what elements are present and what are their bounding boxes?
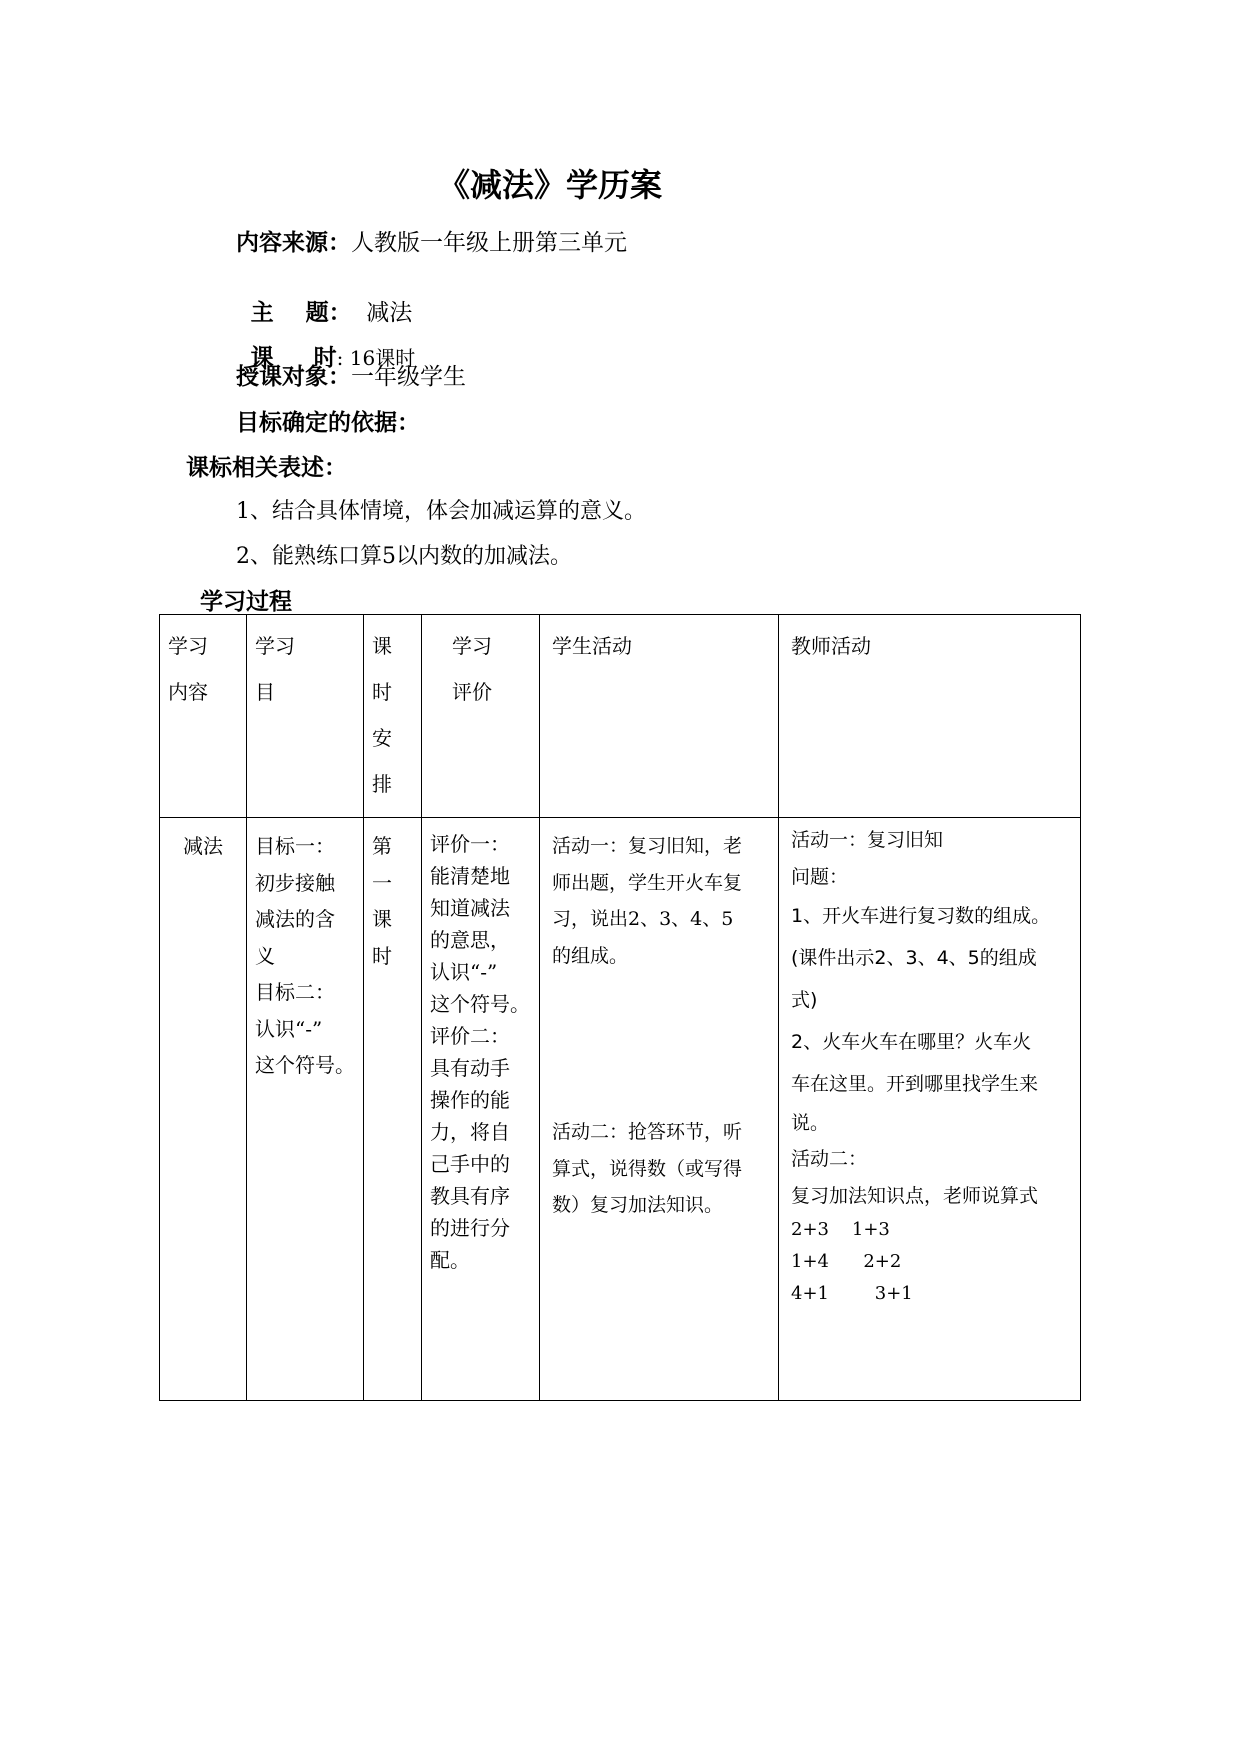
- meta-basis-label: 目标确定的依据：: [236, 410, 420, 436]
- row-teacher-line: 车在这里。开到哪里找学生来: [791, 1073, 1039, 1095]
- row-teacher-line: 2+3 1+3: [791, 1219, 890, 1240]
- header-teacher: [779, 615, 1081, 818]
- row-teacher-line: 说。: [791, 1112, 830, 1134]
- table-header-row: [160, 615, 1081, 818]
- header-goal-line: 目: [255, 680, 275, 704]
- row-eval-line: 评价二：: [430, 1024, 510, 1048]
- document-title: 《减法》学历案: [437, 166, 662, 204]
- header-time-line: 课: [372, 634, 392, 658]
- meta-audience-value: 一年级学生: [351, 364, 466, 390]
- row-goal-line: 目标二：: [255, 980, 335, 1004]
- header-student-line: 学生活动: [552, 634, 632, 658]
- header-goal: [247, 615, 364, 818]
- header-content-line: 学习: [168, 634, 208, 658]
- header-content-line: 内容: [168, 680, 208, 704]
- row-time-line: 时: [372, 943, 392, 968]
- meta-period-value: : 16课时: [336, 346, 416, 370]
- row-teacher-line: 4+1 3+1: [791, 1283, 913, 1304]
- row-student-line: 的组成。: [552, 944, 629, 967]
- meta-source-label: 内容来源：: [236, 230, 351, 256]
- row-teacher-line: (课件出示2、3、4、5的组成: [791, 947, 1037, 969]
- row-student-line: 师出题，学生开火车复: [552, 871, 743, 894]
- meta-source-value: 人教版一年级上册第三单元: [351, 230, 627, 256]
- row-teacher: [779, 818, 1081, 1401]
- row-eval-line: 知道减法: [430, 896, 510, 920]
- row-teacher-line: 1+4 2+2: [791, 1251, 902, 1272]
- row-goal-line: 义: [255, 943, 275, 968]
- row-student-line: 算式，说得数（或写得: [552, 1157, 743, 1180]
- row-student-line: 数）复习加法知识。: [552, 1194, 724, 1216]
- row-eval-line: 力，将自: [430, 1120, 510, 1144]
- row-eval-line: 的意思，: [430, 928, 510, 952]
- process-heading: 学习过程: [200, 589, 292, 615]
- row-goal: [247, 818, 364, 1401]
- row-goal-line: 减法的含: [255, 907, 335, 931]
- row-eval-line: 评价一：: [430, 832, 510, 856]
- row-eval-line: 这个符号。: [430, 992, 530, 1016]
- header-teacher-line: 教师活动: [791, 634, 871, 658]
- row-time-line: 一: [372, 870, 392, 895]
- row-student-line: 习，说出2、3、4、5: [552, 908, 734, 930]
- header-eval-line: 评价: [452, 680, 492, 704]
- header-student: [540, 615, 779, 818]
- row-teacher-line: 复习加法知识点，老师说算式: [791, 1184, 1039, 1207]
- row-eval-line: 教具有序: [430, 1184, 510, 1208]
- header-time-line: 时: [372, 680, 392, 704]
- standards-heading: 课标相关表述：: [186, 455, 347, 481]
- row-teacher-line: 1、开火车进行复习数的组成。: [791, 905, 1051, 927]
- header-time: [364, 615, 422, 818]
- row-student-line: 活动一：复习旧知，老: [552, 835, 743, 857]
- row-student: [540, 818, 779, 1401]
- row-student-spacer: [552, 974, 770, 1114]
- meta-topic-value: 减法: [351, 300, 413, 326]
- standard-item-2: 2、能熟练口算5以内数的加减法。: [236, 544, 572, 569]
- row-goal-line: 初步接触: [255, 870, 335, 895]
- row-eval-line: 的进行分: [430, 1216, 510, 1240]
- header-time-line: 排: [372, 772, 392, 796]
- row-eval-line: 认识“-”: [430, 960, 498, 984]
- header-eval: [422, 615, 540, 818]
- row-goal-line: 目标一：: [255, 834, 335, 858]
- row-teacher-line: 活动二：: [791, 1148, 868, 1170]
- meta-period-label: 课 时: [250, 345, 337, 371]
- row-eval-line: 配。: [430, 1248, 470, 1272]
- meta-audience: [236, 358, 466, 391]
- row-content-line: 减法: [183, 834, 223, 858]
- header-eval-line: 学习: [452, 634, 492, 658]
- row-time-line: 课: [372, 907, 392, 931]
- row-teacher-line: 式): [791, 989, 818, 1011]
- row-eval-line: 具有动手: [430, 1056, 510, 1080]
- row-student-line: 活动二：抢答环节，听: [552, 1121, 743, 1143]
- row-teacher-line: 问题：: [791, 865, 849, 888]
- meta-source: [236, 224, 627, 257]
- row-eval-line: 己手中的: [430, 1152, 510, 1176]
- row-time: [364, 818, 422, 1401]
- meta-audience-label: 授课对象：: [236, 364, 351, 390]
- header-time-line: 安: [372, 726, 392, 750]
- meta-basis: [236, 404, 420, 437]
- header-goal-line: 学习: [255, 634, 295, 658]
- row-teacher-line: 活动一：复习旧知: [791, 829, 944, 851]
- row-goal-line: 这个符号。: [255, 1053, 355, 1077]
- table-row: [160, 818, 1081, 1401]
- standard-item-1: 1、结合具体情境，体会加减运算的意义。: [236, 499, 646, 524]
- row-eval: [422, 818, 540, 1401]
- row-content: [160, 818, 247, 1401]
- header-content: [160, 615, 247, 818]
- row-time-line: 第: [372, 834, 392, 858]
- row-eval-line: 能清楚地: [430, 864, 510, 888]
- row-goal-line: 认识“-”: [255, 1016, 323, 1041]
- learning-process-table: [159, 614, 1081, 1401]
- row-teacher-line: 2、火车火车在哪里？火车火: [791, 1031, 1032, 1053]
- meta-topic-label: 主 题：: [250, 300, 352, 326]
- row-eval-line: 操作的能: [430, 1088, 510, 1112]
